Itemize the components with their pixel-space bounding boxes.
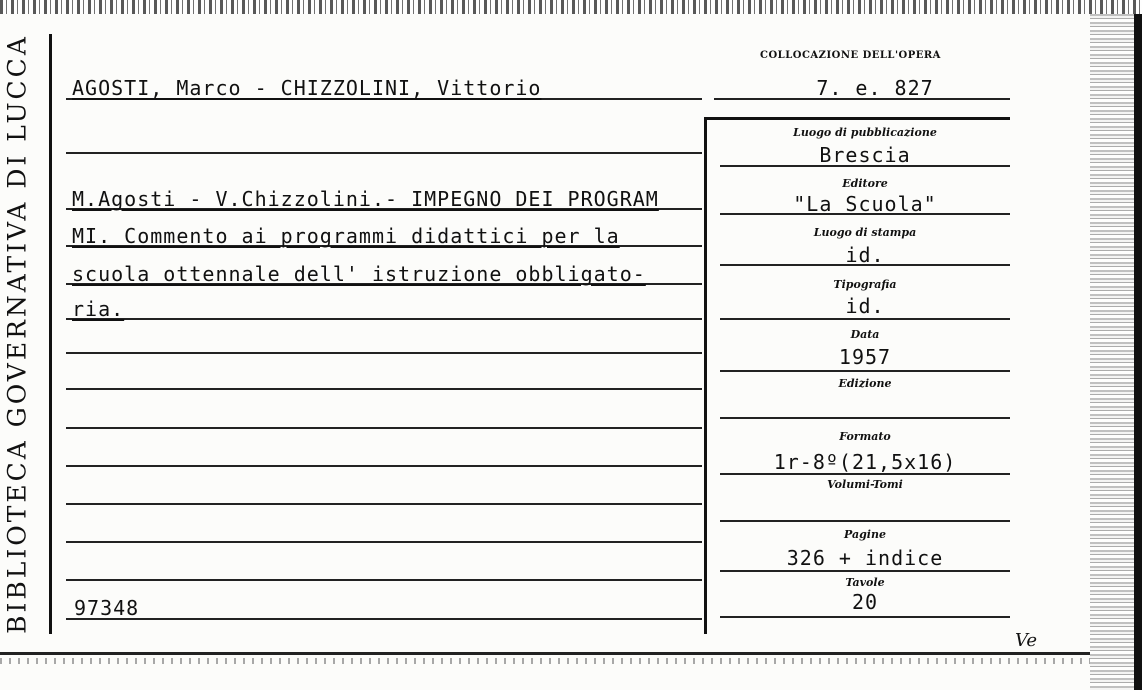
scan-edge-right-dark bbox=[1134, 14, 1142, 690]
pages-value: 326 + indice bbox=[786, 546, 944, 570]
author-line: AGOSTI, Marco - CHIZZOLINI, Vittorio bbox=[72, 76, 542, 100]
scan-edge-bottom bbox=[0, 658, 1090, 664]
scan-edge-top bbox=[0, 0, 1142, 14]
library-name: BIBLIOTECA GOVERNATIVA DI LUCCA bbox=[2, 34, 32, 634]
signature-mark: Ve bbox=[1015, 630, 1037, 651]
printer-label: Tipografia bbox=[833, 278, 897, 291]
ruled-line bbox=[66, 579, 702, 581]
print-place-label: Luogo di stampa bbox=[813, 226, 917, 239]
publisher-label: Editore bbox=[842, 177, 888, 190]
edition-label: Edizione bbox=[838, 377, 892, 390]
shelfmark: 7. e. 827 bbox=[816, 76, 934, 100]
plates-label: Tavole bbox=[845, 576, 885, 589]
ruled-line bbox=[66, 541, 702, 543]
left-margin-rule bbox=[49, 34, 52, 634]
ruled-line bbox=[720, 570, 1010, 572]
inventory-number: 97348 bbox=[74, 596, 140, 620]
volumes-label: Volumi-Tomi bbox=[827, 478, 903, 491]
ruled-line bbox=[66, 388, 702, 390]
plates-value: 20 bbox=[851, 590, 879, 614]
ruled-line bbox=[720, 318, 1010, 320]
ruled-line bbox=[66, 318, 702, 320]
title-line: scuola ottennale dell' istruzione obbligato- bbox=[72, 262, 646, 286]
publisher-value: "La Scuola" bbox=[793, 192, 937, 216]
title-line: MI. Commento ai programmi didattici per la bbox=[72, 224, 620, 248]
format-value: 1r-8º(21,5x16) bbox=[773, 450, 957, 474]
ruled-line bbox=[720, 616, 1010, 618]
ruled-line bbox=[66, 503, 702, 505]
field-box-top-rule bbox=[704, 117, 1010, 120]
print-place-value: id. bbox=[845, 243, 885, 267]
place-label: Luogo di pubblicazione bbox=[793, 126, 937, 139]
card-bottom-edge bbox=[0, 652, 1090, 655]
date-value: 1957 bbox=[838, 345, 892, 369]
ruled-line bbox=[720, 417, 1010, 419]
place-value: Brescia bbox=[819, 143, 911, 167]
ruled-line bbox=[66, 352, 702, 354]
ruled-line bbox=[720, 370, 1010, 372]
shelfmark-label: COLLOCAZIONE DELL'OPERA bbox=[760, 50, 941, 61]
ruled-line bbox=[66, 427, 702, 429]
ruled-line bbox=[66, 152, 702, 154]
title-line: ria. bbox=[72, 297, 125, 321]
pages-label: Pagine bbox=[844, 528, 886, 541]
library-stamp bbox=[2, 34, 32, 634]
title-line: M.Agosti - V.Chizzolini.- IMPEGNO DEI PROGRAM bbox=[72, 187, 659, 211]
format-label: Formato bbox=[839, 430, 891, 443]
field-box-rule bbox=[704, 118, 707, 634]
date-label: Data bbox=[850, 328, 880, 341]
ruled-line bbox=[66, 465, 702, 467]
ruled-line bbox=[66, 618, 702, 620]
ruled-line bbox=[720, 520, 1010, 522]
printer-value: id. bbox=[845, 294, 885, 318]
